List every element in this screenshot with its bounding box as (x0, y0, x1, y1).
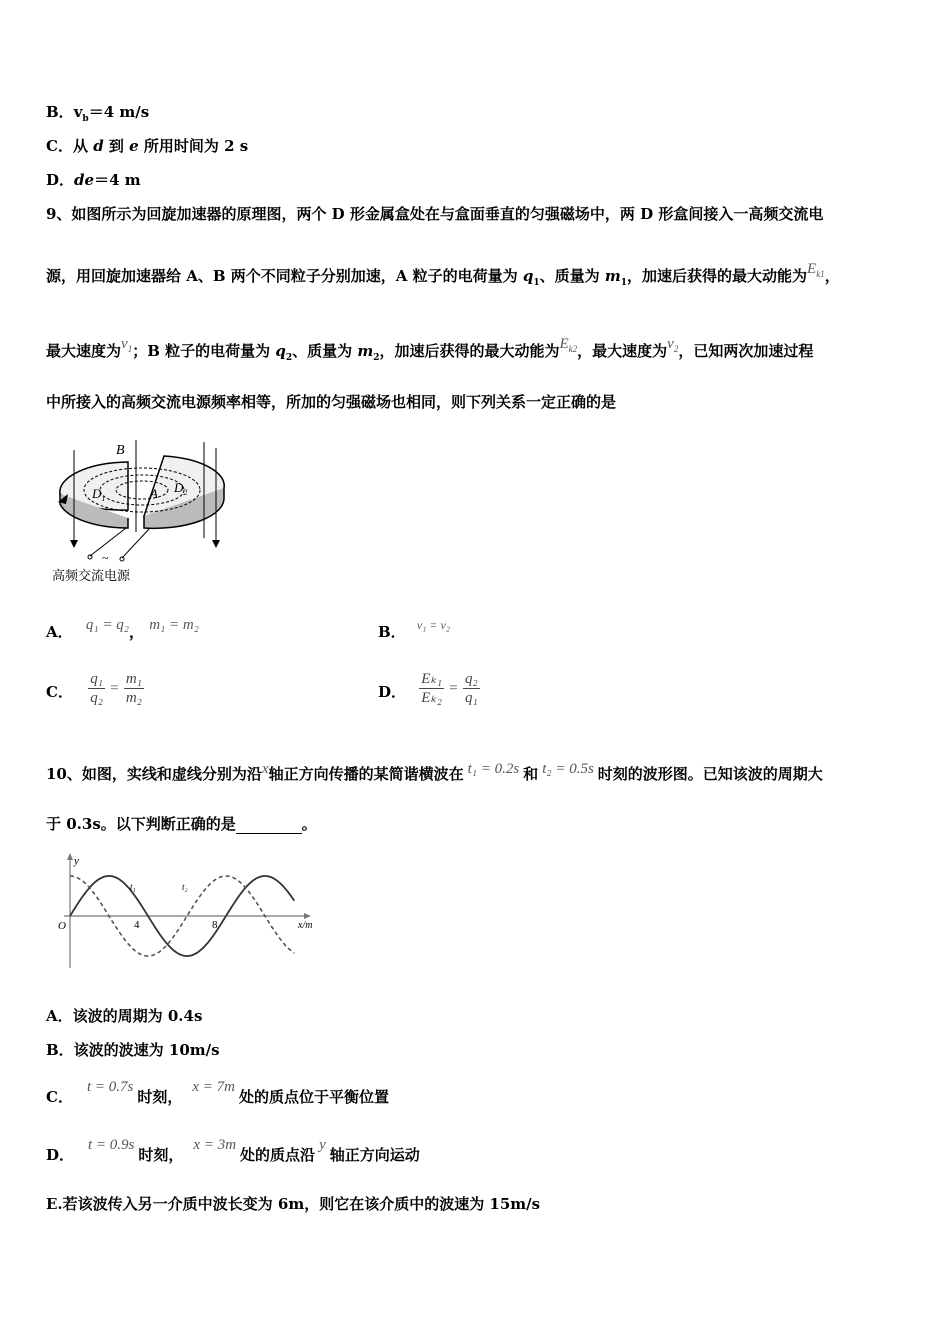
q9-option-b: B． v₁ = v₂ (378, 618, 451, 641)
q10-option-e: E.若该波传入另一介质中波长变为 6m，则它在该介质中的波速为 15m/s (46, 1195, 541, 1213)
wave-figure (46, 850, 336, 972)
q10-option-c: C．t = 0.7s时刻，x = 7m处的质点位于平衡位置 (46, 1079, 389, 1106)
answer-blank[interactable] (236, 819, 302, 834)
figure-caption: 高频交流电源 (52, 568, 131, 583)
d1-label: $D_1$ (92, 486, 106, 503)
q9-stem-line3: 最大速度为$v_1$；B 粒子的电荷量为 $q_2$、质量为 $m_2$，加速后获得的最大动能为$E_{k2}$，最大速度为$v_2$，已知两次加速过程 (46, 336, 814, 363)
q9-stem-line2: 源，用回旋加速器给 A、B 两个不同粒子分别加速，A 粒子的电荷量为 $q_1$、质量为 $m_1$，加速后获得的最大动能为$E_{k1}$， (46, 261, 840, 288)
q9-option-d: D． $\frac{\text{Eₖ₁}}{\text{Eₖ₂}}$ = $\frac{\text{q₂}}{\text{q₁}}$ (378, 671, 478, 706)
t2-curve-label: t₂ (182, 882, 188, 892)
q9-stem-line4: 中所接入的高频交流电源频率相等，所加的匀强磁场也相同，则下列关系一定正确的是 (46, 393, 617, 411)
field-b-label: B (116, 443, 125, 458)
y-axis-label: y (74, 855, 79, 867)
q9-option-c: C． $\frac{\text{q₁}}{\text{q₂}}$ = $\frac{\text{m₁}}{\text{m₂}}$ (46, 671, 142, 706)
cyclotron-figure (46, 432, 246, 592)
a-label: A (150, 486, 158, 501)
q9-stem-line1: 9、如图所示为回旋加速器的原理图，两个 D 形金属盒处在与盒面垂直的匀强磁场中，两 D 形盒间接入一高频交流电 (46, 205, 824, 223)
ek1-symbol: $E_{k1}$ (807, 261, 825, 279)
x-axis-label: x/m (298, 920, 313, 931)
q10-stem-line1: 10、如图，实线和虚线分别为沿x轴正方向传播的某简谐横波在 t₁ = 0.2s 和 t₂ = 0.5s 时刻的波形图。已知该波的周期大 (46, 761, 823, 783)
tick-8: 8 (212, 919, 218, 931)
q8-option-c: C．从 d 到 e 所用时间为 2 s (46, 137, 249, 155)
d2-label: $D_2$ (174, 480, 188, 497)
q10-option-d: D．t = 0.9s时刻，x = 3m处的质点沿y轴正方向运动 (46, 1137, 420, 1164)
tick-4: 4 (134, 919, 140, 931)
q9-option-a: A． q₁ = q₂， m₁ = m₂ (46, 617, 199, 641)
q10-option-a: A．该波的周期为 0.4s (46, 1007, 203, 1025)
q8-option-d: D．de＝4 m (46, 171, 141, 189)
t1-curve-label: t₁ (130, 882, 136, 892)
ac-symbol: ~ (102, 551, 109, 565)
q10-stem-line2: 于 0.3s。以下判断正确的是 。 (46, 815, 317, 833)
q8-option-b: B．$v_b=4$ m/s (46, 103, 150, 124)
origin-label: O (58, 920, 66, 932)
q10-option-b: B．该波的波速为 10m/s (46, 1041, 220, 1059)
